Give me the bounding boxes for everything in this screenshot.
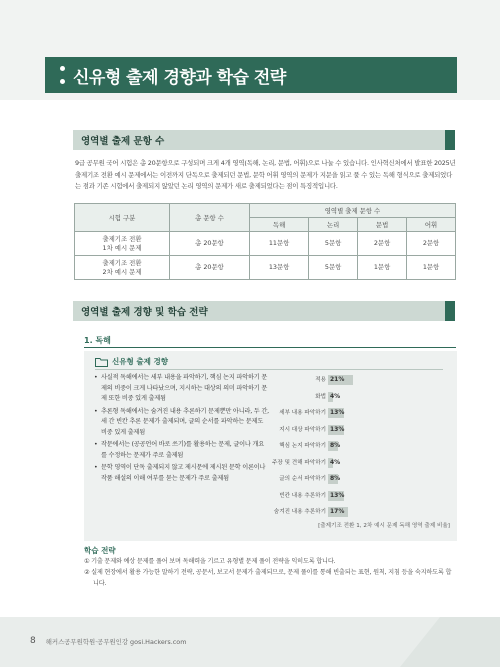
page-title: 신유형 출제 경향과 학습 전략 bbox=[73, 67, 286, 88]
strategy-item: ② 실제 현장에서 활용 가능한 말하기 전략, 공문서, 보고서 문제가 출제되므로, 문제 풀이를 통해 빈출되는 표현, 원칙, 지침 등을 숙지하도록 합니다. bbox=[84, 569, 452, 587]
bar-category-label: 화법 bbox=[315, 393, 326, 400]
title-colon-icon bbox=[59, 66, 65, 84]
bar-value-label: 8% bbox=[330, 442, 341, 449]
col-exam-header: 시험 구분 bbox=[75, 204, 170, 232]
folder-icon bbox=[95, 357, 108, 367]
bar-row bbox=[84, 491, 457, 502]
col-header: 문법 bbox=[358, 218, 407, 232]
section-header-cap bbox=[445, 130, 455, 150]
bar-category-label: 세부 내용 파악하기 bbox=[279, 410, 326, 416]
bar-row bbox=[84, 392, 457, 403]
value-cell: 1문항 bbox=[407, 256, 456, 280]
table-row bbox=[75, 256, 456, 280]
bar-category-label: 글의 순서 파악하기 bbox=[279, 476, 326, 482]
bar-category-label: 핵심 논지 파악하기 bbox=[279, 443, 326, 449]
value-cell: 1문항 bbox=[358, 256, 407, 280]
col-header: 논리 bbox=[309, 218, 358, 232]
bar-value-label: 13% bbox=[330, 409, 345, 416]
bar-value-label: 4% bbox=[330, 458, 341, 466]
bar-row bbox=[84, 474, 457, 485]
section-header-label: 영역별 출제 경향 및 학습 전략 bbox=[81, 307, 208, 318]
trend-divider bbox=[95, 369, 443, 370]
subsection-title: 1. 독해 bbox=[84, 336, 111, 345]
reading-ratio-chart bbox=[84, 375, 457, 545]
bar-category-label: 적용 bbox=[315, 377, 326, 383]
list-item: • 추론형 독해에서는 숨겨진 내용 추론하기 문제뿐만 아니라, 두 간, 세 간 빈칸 추론 문제가 출제되며, 글의 순서를 파악하는 문제도 비중 있게 출제됨 bbox=[94, 407, 269, 439]
bar-track bbox=[328, 392, 448, 402]
footer bbox=[30, 636, 186, 646]
total-cell: 총 20문항 bbox=[170, 232, 250, 256]
learning-strategy bbox=[84, 556, 456, 589]
bar-category-label: 주장 및 견해 파악하기 bbox=[272, 459, 326, 466]
bar-row bbox=[84, 458, 457, 469]
total-cell: 총 20문항 bbox=[170, 256, 250, 280]
value-cell: 13문항 bbox=[250, 256, 309, 280]
section-header-label: 영역별 출제 문항 수 bbox=[81, 136, 165, 147]
bar-row bbox=[84, 408, 457, 419]
bar-track bbox=[328, 408, 448, 418]
bar-row bbox=[84, 507, 457, 518]
bar-track bbox=[328, 491, 448, 501]
bar-value-label: 21% bbox=[330, 376, 345, 383]
value-cell: 11문항 bbox=[250, 232, 309, 256]
bar-category-label: 숨겨진 내용 추론하기 bbox=[273, 509, 326, 515]
bar-track bbox=[328, 474, 448, 484]
exam-cell: 출제기조 전환 1차 예시 문제 bbox=[75, 232, 170, 256]
bar-track bbox=[328, 375, 448, 385]
trend-title: 신유형 출제 경향 bbox=[112, 357, 168, 366]
trend-box bbox=[84, 351, 457, 541]
bar-row bbox=[84, 441, 457, 452]
exam-cell: 출제기조 전환 2차 예시 문제 bbox=[75, 256, 170, 280]
col-header: 어휘 bbox=[407, 218, 456, 232]
bar-track bbox=[328, 458, 448, 468]
bar-row bbox=[84, 425, 457, 436]
section-header-trends bbox=[73, 301, 455, 321]
bar-category-label: 지시 대상 파악하기 bbox=[279, 426, 326, 433]
bar-value-label: 4% bbox=[330, 392, 341, 400]
subsection-divider bbox=[84, 347, 456, 348]
strategy-item: ① 기출 문제와 예상 문제를 풀어 보며 독해력을 기르고 유형별 문제 풀이 전략을 익히도록 합니다. bbox=[84, 558, 336, 565]
bar-value-label: 17% bbox=[330, 508, 345, 515]
learning-strategy-title: 학습 전략 bbox=[84, 546, 116, 555]
bar-track bbox=[328, 441, 448, 451]
question-distribution-table bbox=[74, 203, 456, 280]
col-group-header: 영역별 출제 문항 수 bbox=[250, 204, 456, 218]
list-item: • 사실적 독해에서는 세부 내용을 파악하기, 핵심 논지 파악하기 문제의 비중이 크게 나타났으며, 지시하는 대상의 의미 파악하기 문제 또한 비중 있게 출제됨 bbox=[94, 373, 269, 405]
footer-text: 해커스공무원학원·공무원인강 gosi.Hackers.com bbox=[45, 637, 187, 646]
bar-value-label: 13% bbox=[330, 491, 345, 499]
bar-value-label: 8% bbox=[330, 475, 341, 482]
chart-caption: [출제기조 전환 1, 2차 예시 문제 독해 영역 출제 비율] bbox=[318, 523, 450, 529]
value-cell: 2문항 bbox=[358, 232, 407, 256]
bar-category-label: 빈칸 내용 추론하기 bbox=[279, 492, 326, 499]
section-header-cap bbox=[445, 301, 455, 321]
value-cell: 5문항 bbox=[309, 256, 358, 280]
col-header: 독해 bbox=[250, 218, 309, 232]
value-cell: 5문항 bbox=[309, 232, 358, 256]
bar-track bbox=[328, 425, 448, 435]
list-item: • 작문에서는 (공공언어 바로 쓰기)를 활용하는 문제, 글이나 개요를 수정하는 문제가 주로 출제됨 bbox=[94, 440, 269, 461]
title-bar bbox=[45, 57, 457, 93]
intro-paragraph: 9급 공무원 국어 시험은 총 20문항으로 구성되며 크게 4개 영역(독해, 논리, 문법, 어휘)으로 나눌 수 있습니다. 인사혁신처에서 발표한 2025년 출제기조 전환 예시 문제에서는 이전까지 단독으로 출제되던 문법, 문학 어휘 영역의 문제가 지문을 읽고 풀 수 있는 독해 형식으로 출제되었다는 점과 기존 시험에서 출제되지 않았던 논리 영역의 문제가 새로 출제되었다는 점이 특징적입니다. bbox=[75, 159, 456, 190]
bar-row bbox=[84, 375, 457, 386]
bar-value-label: 13% bbox=[330, 425, 345, 433]
col-total-header: 총 문항 수 bbox=[170, 204, 250, 232]
trend-header bbox=[95, 356, 168, 367]
value-cell: 2문항 bbox=[407, 232, 456, 256]
table-row bbox=[75, 232, 456, 256]
section-header-questions bbox=[73, 130, 455, 150]
page-number: 8 bbox=[30, 636, 36, 646]
list-item: • 문학 영역이 단독 출제되지 않고 제시문에 제시된 문학 이론이나 작품 해설의 이해 여부를 묻는 문제가 주로 출제됨 bbox=[94, 463, 269, 484]
bar-track bbox=[328, 507, 448, 517]
